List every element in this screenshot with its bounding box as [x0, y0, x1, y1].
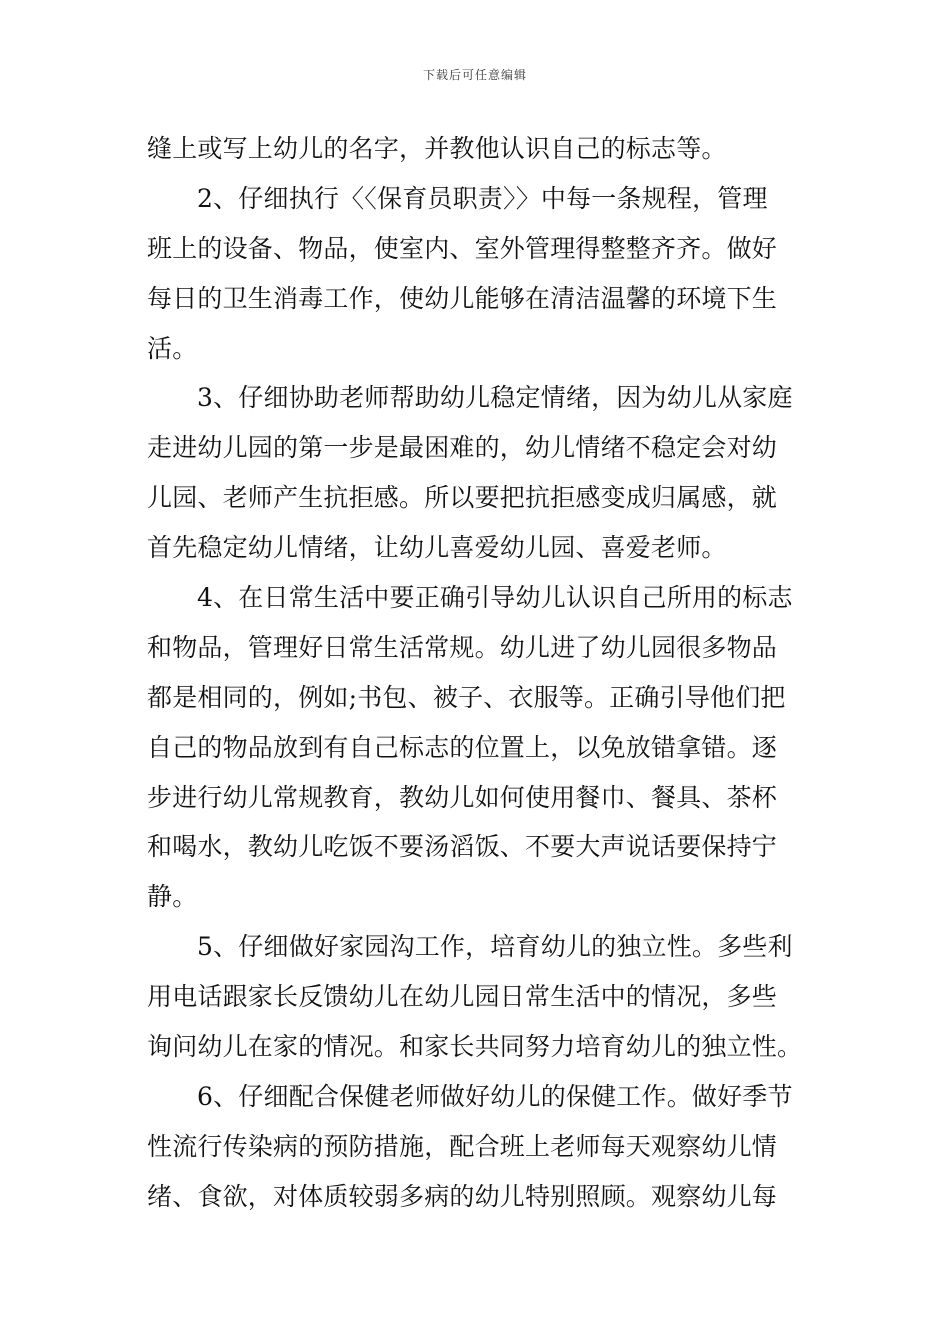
text-line: 2、仔细执行〈〈保育员职责〉〉中每一条规程，管理 [197, 183, 768, 213]
text-line: 儿园、老师产生抗拒感。所以要把抗拒感变成归属感，就 [147, 483, 778, 513]
text-line: 4、在日常生活中要正确引导幼儿认识自己所用的标志 [197, 583, 793, 613]
text-line: 5、仔细做好家园沟工作，培育幼儿的独立性。多些利 [197, 932, 793, 962]
text-line: 都是相同的，例如;书包、被子、衣服等。正确引导他们把 [147, 682, 786, 712]
text-line: 走进幼儿园的第一步是最困难的，幼儿情绪不稳定会对幼 [147, 433, 778, 463]
text-line: 和喝水，教幼儿吃饭不要汤滔饭、不要大声说话要保持宁 [147, 832, 778, 862]
text-line: 班上的设备、物品，使室内、室外管理得整整齐齐。做好 [147, 233, 778, 263]
text-line: 绪、食欲，对体质较弱多病的幼儿特别照顾。观察幼儿每 [147, 1181, 778, 1211]
text-line: 步进行幼儿常规教育，教幼儿如何使用餐巾、餐具、茶杯 [147, 782, 778, 812]
text-line: 首先稳定幼儿情绪，让幼儿喜爱幼儿园、喜爱老师。 [147, 533, 727, 563]
text-line: 用电话跟家长反馈幼儿在幼儿园日常生活中的情况，多些 [147, 982, 778, 1012]
text-line: 活。 [147, 333, 198, 363]
page-header: 下载后可任意编辑 [422, 68, 527, 82]
text-line: 自己的物品放到有自己标志的位置上，以免放错拿错。逐 [147, 732, 778, 762]
text-line: 6、仔细配合保健老师做好幼儿的保健工作。做好季节 [197, 1081, 793, 1111]
text-line: 和物品，管理好日常生活常规。幼儿进了幼儿园很多物品 [147, 632, 778, 662]
document-body [147, 124, 807, 1222]
text-line: 询问幼儿在家的情况。和家长共同努力培育幼儿的独立性。 [147, 1032, 803, 1062]
text-line: 每日的卫生消毒工作，使幼儿能够在清洁温馨的环境下生 [147, 283, 778, 313]
text-line: 静。 [147, 882, 198, 912]
text-line: 缝上或写上幼儿的名字，并教他认识自己的标志等。 [147, 134, 727, 163]
text-line: 3、仔细协助老师帮助幼儿稳定情绪，因为幼儿从家庭 [197, 383, 793, 413]
text-line: 性流行传染病的预防措施，配合班上老师每天观察幼儿情 [147, 1131, 778, 1161]
